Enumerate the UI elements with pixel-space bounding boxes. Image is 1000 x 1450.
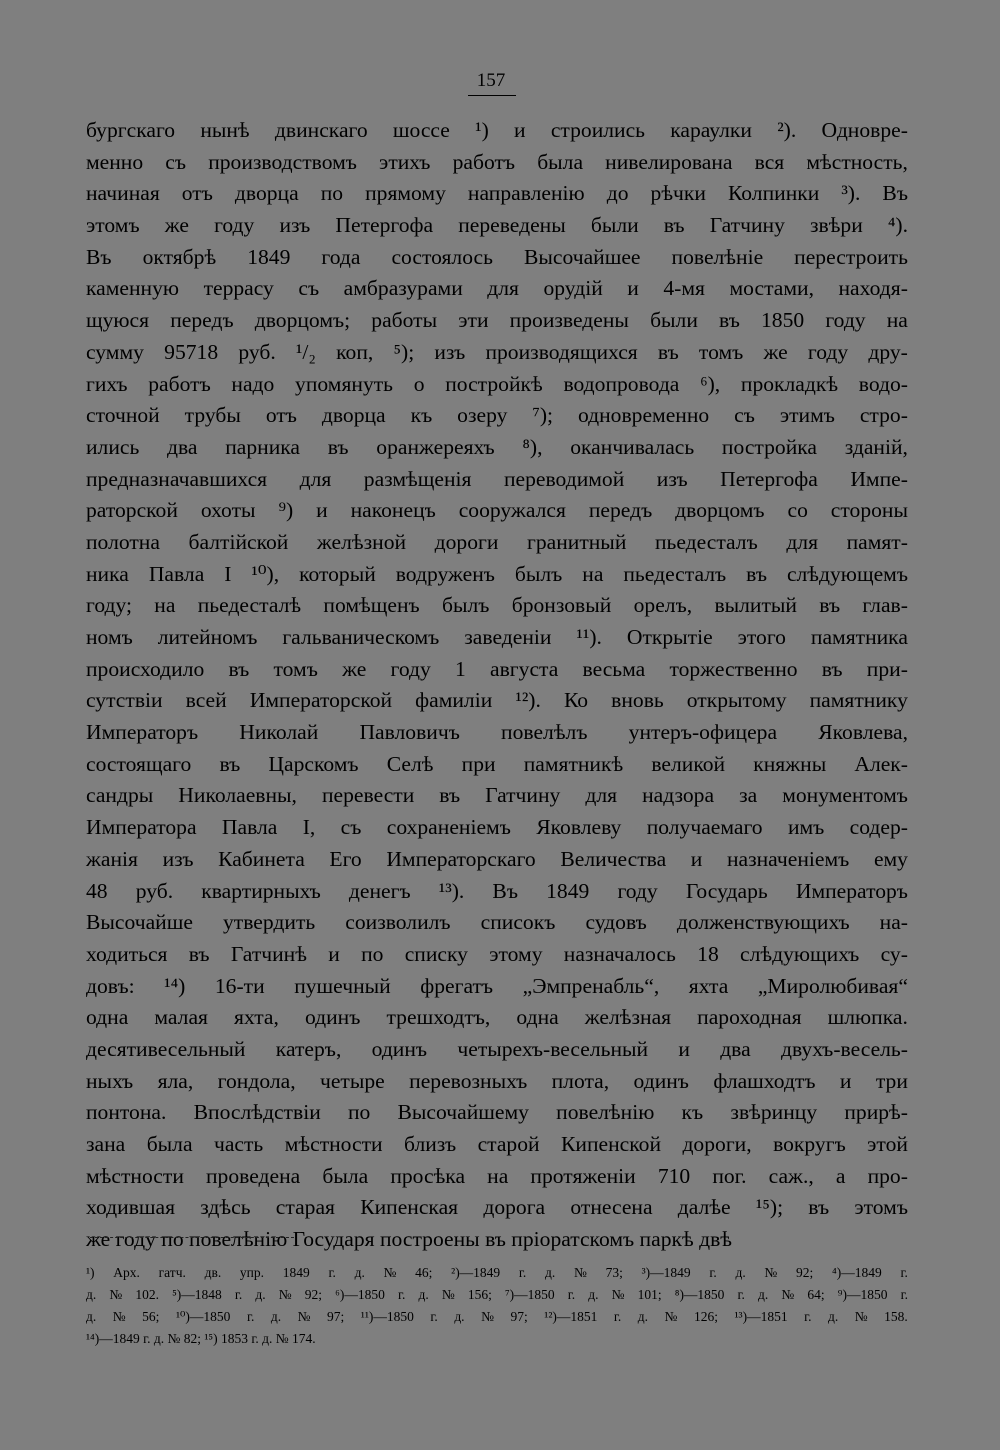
text-line: щуюся передъ дворцомъ; работы эти произведены были въ 1850 году на bbox=[86, 308, 908, 333]
footnotes bbox=[86, 1262, 908, 1350]
text-line: зана была часть мѣстности близъ старой Кипенской дороги, вокругъ этой bbox=[86, 1132, 908, 1156]
text-line: Императора Павла I, съ сохраненіемъ Яковлеву получаемаго имъ содер- bbox=[86, 815, 908, 840]
text-line: ходившая здѣсь старая Кипенская дорога отнесена далѣе ¹⁵); въ этомъ bbox=[86, 1195, 908, 1220]
footnote-line: ¹) Арх. гатч. дв. упр. 1849 г. д. № 46; ²)—1849 г. д. № 73; ³)—1849 г. д. № 92; ⁴)—1849 г. bbox=[86, 1265, 908, 1280]
text-line: десятивесельный катеръ, одинъ четырехъ-весельный и два двухъ-весель- bbox=[86, 1036, 908, 1061]
text-line: начиная отъ дворца по прямому направленію до рѣчки Колпинки ³). Въ bbox=[86, 181, 908, 206]
text-line: полотна балтійской желѣзной дороги гранитный пьедесталъ для памят- bbox=[86, 529, 908, 554]
text-line: жанія изъ Кабинета Его Императорскаго Величества и назначеніемъ ему bbox=[86, 846, 908, 871]
text-line: мѣстности проведена была просѣка на протяженіи 710 пог. саж., а про- bbox=[86, 1163, 908, 1188]
page-number-underline bbox=[468, 95, 516, 96]
text-line: раторской охоты ⁹) и наконецъ сооружался передъ дворцомъ со стороны bbox=[86, 498, 908, 523]
text-line: ныхъ яла, гондола, четыре перевозныхъ плота, одинъ флашходтъ и три bbox=[86, 1068, 908, 1093]
text-line: бургскаго нынѣ двинскаго шоссе ¹) и строились караулки ²). Одновре- bbox=[86, 118, 908, 142]
text-line: 48 руб. квартирныхъ денегъ ¹³). Въ 1849 году Государь Императоръ bbox=[86, 878, 908, 903]
text-line: номъ литейномъ гальваническомъ заведеніи ¹¹). Открытіе этого памятника bbox=[86, 625, 908, 649]
page-number: 157 bbox=[476, 70, 506, 91]
text-line: состоящаго въ Царскомъ Селѣ при памятникѣ великой княжны Алек- bbox=[86, 751, 908, 776]
text-line: каменную террасу съ амбразурами для орудій и 4-мя мостами, находя- bbox=[86, 276, 908, 301]
footnote-separator bbox=[90, 1237, 294, 1239]
body-text bbox=[86, 115, 908, 1256]
text-line: сточной трубы отъ дворца къ озеру ⁷); одновременно съ этимъ стро- bbox=[86, 403, 908, 428]
text-line: этомъ же году изъ Петергофа переведены были въ Гатчину звѣри ⁴). bbox=[86, 213, 908, 238]
text-line: ника Павла I ¹⁰), который водруженъ былъ на пьедесталъ въ слѣдующемъ bbox=[86, 561, 908, 586]
text-line: сутствіи всей Императорской фамиліи ¹²). Ко вновь открытому памятнику bbox=[86, 688, 908, 713]
text-line: ились два парника въ оранжереяхъ ⁸), оканчивалась постройка зданій, bbox=[86, 434, 908, 459]
footnote-line: д. № 102. ⁵)—1848 г. д. № 92; ⁶)—1850 г. д. № 156; ⁷)—1850 г. д. № 101; ⁸)—1850 г. д. № 64; ⁹)—1850 г. bbox=[86, 1287, 908, 1302]
text-line: сандры Николаевны, перевести въ Гатчину для надзора за монументомъ bbox=[86, 783, 908, 808]
footnote-line: д. № 56; ¹⁰)—1850 г. д. № 97; ¹¹)—1850 г. д. № 97; ¹²)—1851 г. д. № 126; ¹³)—1851 г. д. № 158. bbox=[86, 1309, 908, 1324]
text-line: сумму 95718 руб. ¹/₂ коп, ⁵); изъ производящихся въ томъ же году дру- bbox=[86, 339, 908, 364]
footnote-line: ¹⁴)—1849 г. д. № 82; ¹⁵) 1853 г. д. № 174. bbox=[86, 1331, 316, 1346]
text-line: предназначавшихся для размѣщенія переводимой изъ Петергофа Импе- bbox=[86, 466, 908, 491]
text-line: Императоръ Николай Павловичъ повелѣлъ унтеръ-офицера Яковлева, bbox=[86, 720, 908, 745]
text-line: понтона. Впослѣдствіи по Высочайшему повелѣнію къ звѣринцу прирѣ- bbox=[86, 1100, 908, 1125]
text-line: же году по повелѣнію Государя построены въ пріоратскомъ паркѣ двѣ bbox=[86, 1227, 733, 1252]
text-line: Въ октябрѣ 1849 года состоялось Высочайшее повелѣніе перестроить bbox=[86, 244, 908, 269]
text-line: гихъ работъ надо упомянуть о постройкѣ водопровода ⁶), прокладкѣ водо- bbox=[86, 371, 908, 396]
text-line: менно съ производствомъ этихъ работъ была нивелирована вся мѣстность, bbox=[86, 149, 908, 174]
text-line: одна малая яхта, одинъ трешходтъ, одна желѣзная пароходная шлюпка. bbox=[86, 1005, 908, 1030]
text-line: Высочайше утвердить соизволилъ списокъ судовъ долженствующихъ на- bbox=[86, 910, 908, 935]
text-line: ходиться въ Гатчинѣ и по списку этому назначалось 18 слѣдующихъ су- bbox=[86, 941, 908, 966]
text-line: происходило въ томъ же году 1 августа весьма торжественно въ при- bbox=[86, 656, 908, 681]
text-line: году; на пьедесталѣ помѣщенъ былъ бронзовый орелъ, вылитый въ глав- bbox=[86, 593, 908, 618]
text-line: довъ: ¹⁴) 16-ти пушечный фрегатъ „Эмпренабль“, яхта „Миролюбивая“ bbox=[86, 973, 908, 998]
